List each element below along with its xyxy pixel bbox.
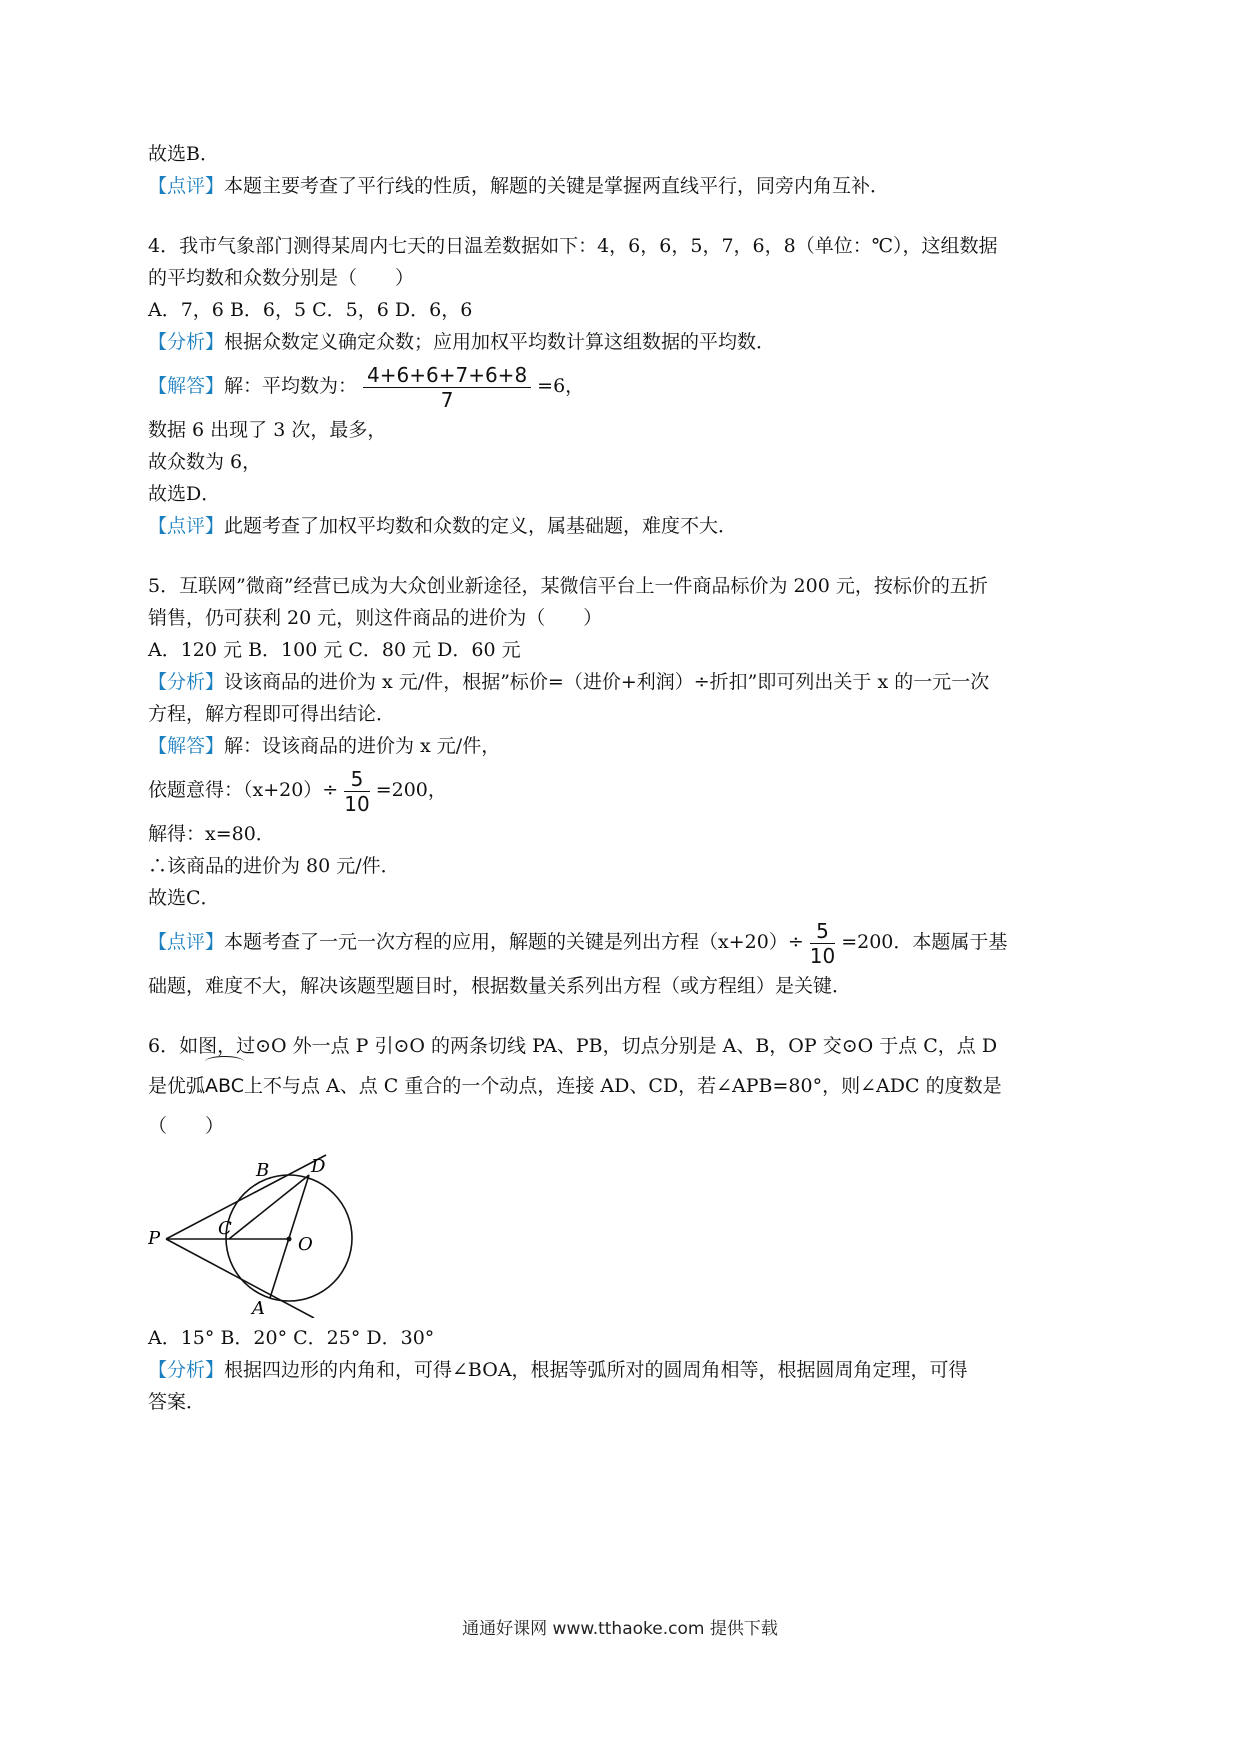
q5-answer	[148, 730, 1098, 762]
center-point-o	[287, 1237, 292, 1242]
q5-eq-prefix: 依题意得：（x+20）÷	[148, 779, 339, 801]
top-choose: 故选B．	[148, 143, 219, 165]
q6-analysis-line1	[148, 1354, 1098, 1386]
q5-answer-text: 解：设该商品的进价为 x 元/件，	[224, 735, 501, 757]
q5-fraction-numerator: 5	[344, 767, 369, 792]
q6-options: A．15° B．20° C．25° D．30°	[148, 1327, 435, 1349]
q6-stem2-prefix: 是优弧	[148, 1075, 206, 1097]
q5-review	[148, 914, 1098, 970]
q6-analysis-text: 根据四边形的内角和，可得∠BOA，根据等弧所对的圆周角相等，根据圆周角定理，可得	[224, 1359, 968, 1381]
q5-equation	[148, 762, 1098, 818]
q5-analysis-line1	[148, 666, 1098, 698]
q4-review-text: 此题考查了加权平均数和众数的定义，属基础题，难度不大．	[224, 515, 738, 537]
q4-answer-line3: 故众数为 6，	[148, 451, 262, 473]
top-review	[148, 170, 1098, 202]
q5-review-numerator: 5	[810, 919, 835, 944]
q5-solve: 解得：x=80．	[148, 823, 275, 845]
q6-stem-line3: （ ）	[148, 1115, 225, 1137]
label-o: O	[298, 1234, 313, 1255]
q4-answer-line2: 数据 6 出现了 3 次，最多，	[148, 419, 387, 441]
q4-fraction-numerator: 4+6+6+7+6+8	[363, 363, 531, 388]
q4-answer-prefix: 解：平均数为：	[224, 375, 358, 397]
q6-stem2-suffix: 上不与点 A、点 C 重合的一个动点，连接 AD、CD，若∠APB=80°，则∠ADC 的度数是	[243, 1075, 1002, 1097]
q5-review-fraction	[810, 919, 835, 968]
q5-options: A．120 元 B．100 元 C．80 元 D．60 元	[148, 639, 521, 661]
q5-review-denominator: 10	[809, 943, 836, 968]
q5-eq-suffix: =200，	[375, 779, 447, 801]
q5-review-suffix: =200．本题属于基	[841, 931, 1008, 953]
q5-review-line2: 础题，难度不大，解决该题型题目时，根据数量关系列出方程（或方程组）是关键．	[148, 975, 852, 997]
q4-options: A．7，6 B．6，5 C．5，6 D．6，6	[148, 299, 473, 321]
major-arc-abc: ABC	[205, 1062, 244, 1110]
review-tag: 【点评】	[148, 931, 225, 953]
label-b: B	[256, 1160, 270, 1181]
q5-stem-line1: 5．互联网”微商”经营已成为大众创业新途径，某微信平台上一件商品标价为 200 元，按标价的五折	[148, 575, 988, 597]
q4-analysis-text: 根据众数定义确定众数；应用加权平均数计算这组数据的平均数．	[224, 331, 776, 353]
q4-answer-line4: 故选D．	[148, 483, 221, 505]
analysis-tag: 【分析】	[148, 671, 225, 693]
page-footer: 通通好课网 www.tthaoke.com 提供下载	[462, 1619, 778, 1639]
document-body	[148, 138, 1098, 1418]
circle-tangent-figure	[148, 1148, 388, 1318]
q5-therefore: ∴该商品的进价为 80 元/件．	[148, 855, 400, 877]
q5-stem-line2: 销售，仍可获利 20 元，则这件商品的进价为（ ）	[148, 607, 603, 629]
q6-analysis-line2: 答案．	[148, 1391, 206, 1413]
q6-stem-line2	[148, 1062, 1098, 1110]
q4-answer	[148, 358, 1098, 414]
q6-stem-line1: 6．如图，过⊙O 外一点 P 引⊙O 的两条切线 PA、PB，切点分别是 A、B，OP 交⊙O 于点 C，点 D	[148, 1035, 998, 1057]
q5-analysis-line2: 方程，解方程即可得出结论．	[148, 703, 396, 725]
q4-review	[148, 510, 1098, 542]
q4-fraction-denominator: 7	[440, 387, 454, 412]
q4-stem-line2: 的平均数和众数分别是（ ）	[148, 267, 415, 289]
answer-tag: 【解答】	[148, 375, 225, 397]
q5-analysis-text: 设该商品的进价为 x 元/件，根据”标价=（进价+利润）÷折扣”即可列出关于 x 的一元一次	[224, 671, 990, 693]
review-tag: 【点评】	[148, 515, 225, 537]
q4-stem-line1: 4．我市气象部门测得某周内七天的日温差数据如下：4，6，6，5，7，6，8（单位：℃），这组数据	[148, 235, 998, 257]
q5-review-prefix: 本题考查了一元一次方程的应用，解题的关键是列出方程（x+20）÷	[224, 931, 804, 953]
tangent-pa	[166, 1239, 314, 1318]
label-p: P	[148, 1228, 161, 1249]
label-a: A	[252, 1298, 265, 1318]
q5-choose: 故选C．	[148, 887, 220, 909]
q5-discount-fraction	[344, 767, 369, 816]
answer-tag: 【解答】	[148, 735, 225, 757]
top-review-text: 本题主要考查了平行线的性质，解题的关键是掌握两直线平行，同旁内角互补．	[224, 175, 890, 197]
q4-analysis	[148, 326, 1098, 358]
q4-answer-suffix: =6，	[537, 375, 585, 397]
analysis-tag: 【分析】	[148, 1359, 225, 1381]
label-d: D	[311, 1156, 326, 1177]
analysis-tag: 【分析】	[148, 331, 225, 353]
label-c: C	[218, 1218, 232, 1239]
q4-mean-fraction	[363, 363, 531, 412]
review-tag: 【点评】	[148, 175, 225, 197]
q5-fraction-denominator: 10	[344, 791, 370, 816]
